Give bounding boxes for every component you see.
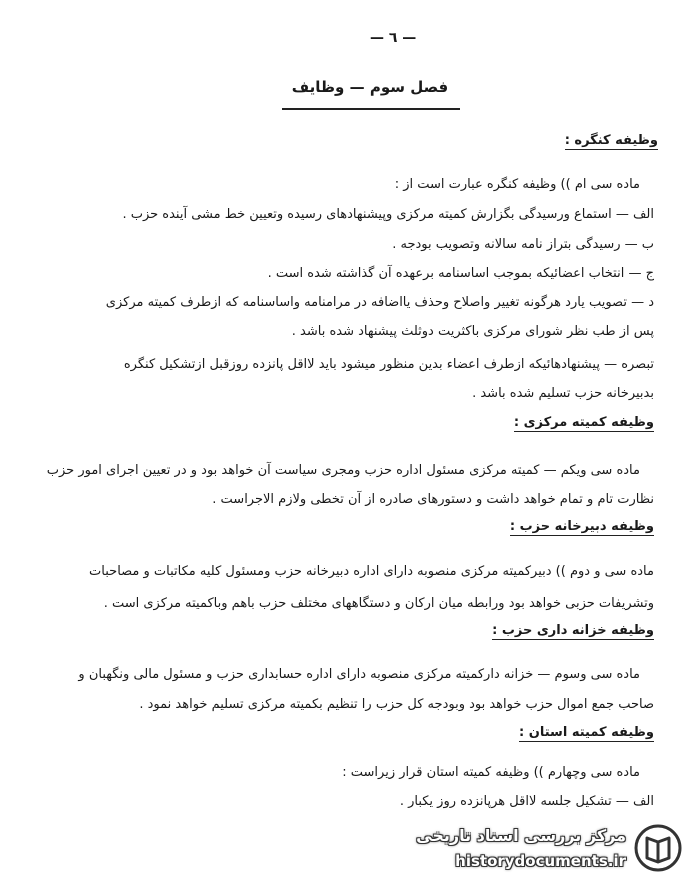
congress-heading: وظیفه کنگره :: [564, 133, 658, 148]
article-30-item-d-line2: پس از طب نظر شورای مرکزی باکثریت دوثلث پیشنهاد شده باشد .: [291, 324, 654, 339]
article-31-line1: ماده سی ویکم — کمیته مرکزی مسئول اداره حزب ومجری سیاست آن خواهد بود و در تعیین اجرای امور حزب: [46, 463, 640, 478]
watermark: [412, 822, 682, 880]
note-line1: تبصره — پیشنهادهائیکه ازطرف اعضاء بدین منظور میشود باید لااقل پانزده روزقبل ازتشکیل کنگره: [123, 357, 654, 372]
chapter-title: فصل سوم — وظایف: [291, 78, 449, 96]
article-34-intro: ماده سی وچهارم )) وظیفه کمیته استان قرار زیراست :: [342, 765, 640, 780]
province-committee-heading: وظیفه کمیته استان :: [519, 725, 654, 740]
article-30-item-d-line1: د — تصویب یارد هرگونه تغییر واصلاح وحذف یااضافه در مرامنامه واساسنامه که ازطرف کمیته مرکزی: [105, 295, 654, 310]
watermark-title: مرکز بررسی اسناد تاریخی: [416, 826, 626, 845]
article-30-intro: ماده سی ام )) وظیفه کنگره عبارت است از :: [394, 177, 640, 192]
article-31-line2: نظارت تام و تمام خواهد داشت و دستورهای صادره از آن تخطی ولازم الاجراست .: [212, 492, 654, 507]
article-30-item-b: ب — رسیدگی بتراز نامه سالانه وتصویب بودجه .: [392, 237, 654, 252]
article-34-item-a: الف — تشکیل جلسه لااقل هرپانزده روز یکبار .: [399, 794, 654, 809]
article-30-item-c: ج — انتخاب اعضائیکه بموجب اساسنامه برعهده آن گذاشته شده است .: [267, 266, 654, 281]
article-32-line1: ماده سی و دوم )) دبیرکمیته مرکزی منصوبه دارای اداره دبیرخانه حزب ومسئول کلیه مکاتبات و مصاحبات: [89, 564, 654, 579]
watermark-url: historydocuments.ir: [455, 852, 626, 870]
central-committee-heading: وظیفه کمیته مرکزی :: [513, 415, 654, 430]
secretariat-heading: وظیفه دبیرخانه حزب :: [509, 519, 654, 534]
article-30-item-a: الف — استماع ورسیدگی بگزارش کمیته مرکزی وپیشنهادهای رسیده وتعیین خط مشی آینده حزب .: [122, 207, 654, 222]
article-32-line2: وتشریفات حزبی خواهد بود ورابطه میان ارکان و دستگاههای مختلف حزب باهم وباکمیته مرکزی است .: [103, 596, 654, 611]
page-number: — ٦ —: [370, 30, 417, 46]
note-line2: بدبیرخانه حزب تسلیم شده باشد .: [472, 386, 654, 401]
archive-book-icon: [634, 824, 682, 872]
title-underline: [282, 108, 460, 110]
article-33-line2: صاحب جمع اموال حزب خواهد بود وبودجه کل حزب را تنظیم بکمیته مرکزی تسلیم خواهد نمود .: [139, 697, 654, 712]
article-33-line1: ماده سی وسوم — خزانه دارکمیته مرکزی منصوبه دارای اداره حسابداری حزب و مسئول مالی ونگهبان و: [78, 667, 640, 682]
treasury-heading: وظیفه خزانه داری حزب :: [492, 623, 654, 638]
